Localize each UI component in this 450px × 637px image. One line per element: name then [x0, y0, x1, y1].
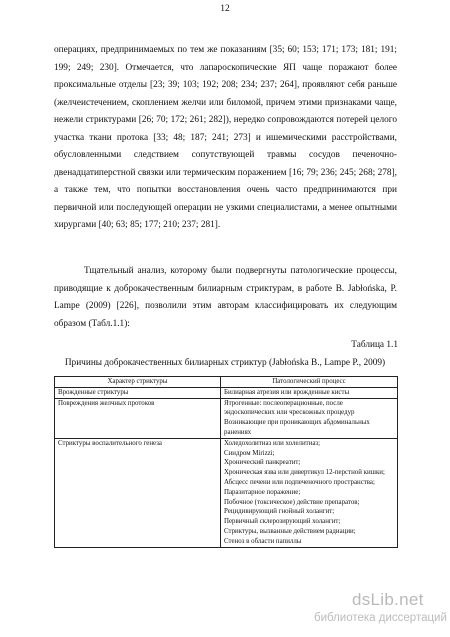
process-line: Рецидивирующий гнойный холангит; — [224, 508, 335, 516]
process-line: Абсцесс печени или подпеченочного пространства; — [224, 478, 375, 486]
dslib-watermark — [312, 590, 447, 634]
table-row — [55, 438, 398, 547]
table-header-cell: Патологический процесс — [221, 377, 398, 388]
process-line: Первичный склерозирующий холангит; — [224, 518, 341, 526]
process-cell — [221, 438, 398, 547]
process-line: Билиарная атрезия или врожденные кисты — [224, 388, 350, 396]
stricture-kind-cell: Повреждения желчных протоков — [55, 398, 221, 438]
process-cell — [221, 387, 398, 398]
process-line: Ятрогенные: послеоперационные, после эндоскопических или чрескожных процедур — [224, 399, 355, 417]
process-line: Стеноз в области папиллы — [224, 537, 302, 545]
process-line: Побочное (токсическое) действие препаратов; — [224, 498, 360, 506]
process-line: Холедохолитиаз или холелитиаз; — [224, 439, 321, 447]
table-header-cell: Характер стриктуры — [55, 377, 221, 388]
watermark-logo: dsLib.net — [352, 590, 424, 609]
table-row — [55, 398, 398, 438]
body-paragraph-1: операциях, предпринимаемых по тем же показаниям [35; 60; 153; 171; 173; 181; 191; 199; 249; 230]. Отмечается, что лапароскопические ЯП чаще поражают более проксимальные отделы [23; 39; 103; 192; 208; 234; 237; 264], проявляют себя раньше (желчеистечением, скоплением желчи или биломой, причем этими признаками чаще, нежели стриктурами [26; 70; 172; 261; 282]), нередко сопровождаются потерей целого участка ткани протока [33; 48; 187; 241; 273] и ишемическими расстройствами, обусловленными следствием сопутствующей травмы сосудов печеночно-двенадцатиперстной связки или термическим поражением [16; 79; 236; 245; 268; 278], а также тем, что попытки восстановления очень часто предпринимаются при первичной или последующей операции не узкими специалистами, а менее опытными хирургами [40; 63; 85; 177; 210; 237; 281]. — [54, 45, 397, 230]
process-line: Хроническая язва или дивертикул 12-перстной кишки; — [224, 469, 385, 477]
stricture-kind-cell: Стриктуры воспалительного генеза — [55, 438, 221, 547]
strictures-table — [54, 376, 398, 548]
table-header-row — [55, 377, 398, 388]
table-row — [55, 387, 398, 398]
table-label: Таблица 1.1 — [351, 340, 398, 350]
process-line: Хронический панкреатит; — [224, 459, 301, 467]
page-number: 12 — [220, 4, 230, 14]
process-line: Возникающие при проникающих абдоминальных ранениях — [224, 419, 370, 436]
process-cell — [221, 398, 398, 438]
body-paragraph-2: Тщательный анализ, которому были подвергнуты патологические процессы, приводящие к доброкачественным билиарным стриктурам, в работе B. Jabłońska, P. Lampe (2009) [226], позволили этим авторам классифицировать их следующим образом (Табл.1.1): — [54, 266, 397, 329]
watermark-subtitle: библиотека диссертаций — [314, 612, 447, 624]
process-line: Стриктуры, вызванные действием радиации; — [224, 527, 356, 535]
process-line: Синдром Mirizzi; — [224, 449, 275, 457]
process-line: Паразитарное поражение; — [224, 488, 301, 496]
table-caption: Причины доброкачественных билиарных стриктур (Jabłońska B., Lampe P., 2009) — [64, 358, 386, 368]
stricture-kind-cell: Врожденные стриктуры — [55, 387, 221, 398]
